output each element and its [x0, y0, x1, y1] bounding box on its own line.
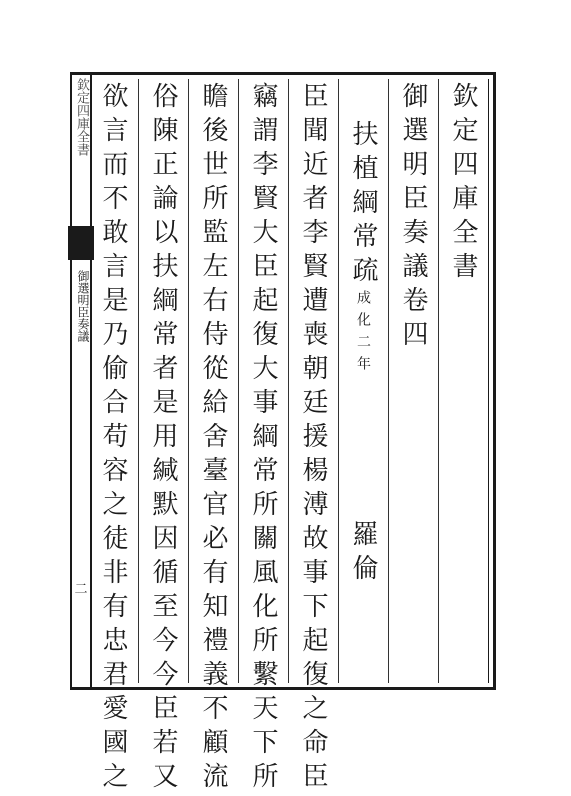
author-name: 羅倫: [348, 520, 378, 588]
column-rule: [438, 79, 439, 683]
column-rule: [238, 79, 239, 683]
body-line: 瞻後世所監左右侍從給舍臺官必有知禮義不顧流: [198, 82, 228, 796]
body-line: 臣聞近者李賢遭喪朝廷援楊溥故事下起復之命臣: [298, 82, 328, 796]
column-rule: [138, 79, 139, 683]
column-rule: [188, 79, 189, 683]
volume-title: 御選明臣奏議卷四: [398, 82, 428, 354]
fold-top-text: 欽定四庫全書: [74, 78, 89, 156]
memorial-title: 扶植綱常疏: [348, 120, 378, 290]
body-line: 竊謂李賢大臣起復大事綱常所關風化所繫天下所: [248, 82, 278, 796]
fold-page-number: 二: [74, 582, 88, 597]
book-title: 欽定四庫全書: [448, 82, 478, 286]
fold-side-text: 御選明臣奏議: [76, 270, 90, 342]
body-line: 俗陳正論以扶綱常者是用緘默因循至今今臣若又: [148, 82, 178, 796]
page-frame: [70, 72, 496, 690]
body-line: 欲言而不敢言是乃偷合苟容之徒非有忠君愛國之: [98, 82, 128, 796]
frame-inner-rule: [488, 79, 489, 683]
column-rule: [338, 79, 339, 683]
fold-fishtail-mark: [68, 226, 94, 260]
memorial-title-column: [348, 120, 378, 378]
column-rule: [388, 79, 389, 683]
date-note: 成化二年: [355, 290, 371, 378]
column-rule: [288, 79, 289, 683]
